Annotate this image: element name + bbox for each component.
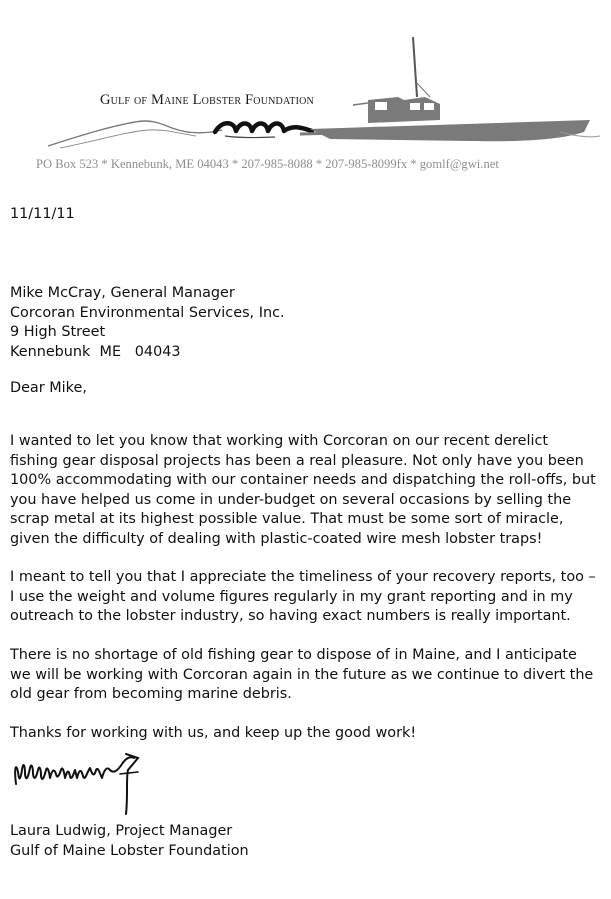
recipient-city: Kennebunk ME 04043: [10, 343, 181, 360]
handwritten-signature: [10, 748, 160, 822]
recipient-company: Corcoran Environmental Services, Inc.: [10, 304, 285, 321]
contact-line: PO Box 523 * Kennebunk, ME 04043 * 207-985-8088 * 207-985-8099fx * gomlf@gwi.net: [36, 157, 499, 171]
salutation: Dear Mike,: [10, 380, 87, 396]
organization-name: Gulf of Maine Lobster Foundation: [100, 92, 314, 108]
letterhead: [0, 0, 611, 185]
body-paragraph: There is no shortage of old fishing gear to dispose of in Maine, and I anticipate we will be working with Corcoran again in the future as we continue to divert the old gear from becoming marine debris.: [10, 647, 594, 703]
letter-date: 11/11/11: [10, 206, 75, 222]
signer-block: [10, 822, 598, 861]
signer-organization: Gulf of Maine Lobster Foundation: [10, 842, 249, 859]
recipient-address: [10, 284, 598, 362]
body-paragraph: I wanted to let you know that working with Corcoran on our recent derelict fishing gear disposal projects has been a real pleasure. Not only have you been 100% accommodating with our container needs and dispatching the roll-offs, but you have helped us come in under-budget on several occasions by selling the scrap metal at its highest possible value. That must be some sort of miracle, given the difficulty of dealing with plastic-coated wire mesh lobster traps!: [10, 433, 596, 547]
body-paragraph: Thanks for working with us, and keep up the good work!: [10, 725, 417, 742]
recipient-street: 9 High Street: [10, 324, 106, 340]
recipient-name: Mike McCray, General Manager: [10, 285, 235, 301]
signature-icon: [10, 748, 160, 818]
body-paragraph: I meant to tell you that I appreciate the timeliness of your recovery reports, too – I use the weight and volume figures regularly in my grant reporting and in my outreach to the lobster industry, so having exact numbers is really important.: [10, 569, 596, 625]
signer-name: Laura Ludwig, Project Manager: [10, 823, 233, 839]
